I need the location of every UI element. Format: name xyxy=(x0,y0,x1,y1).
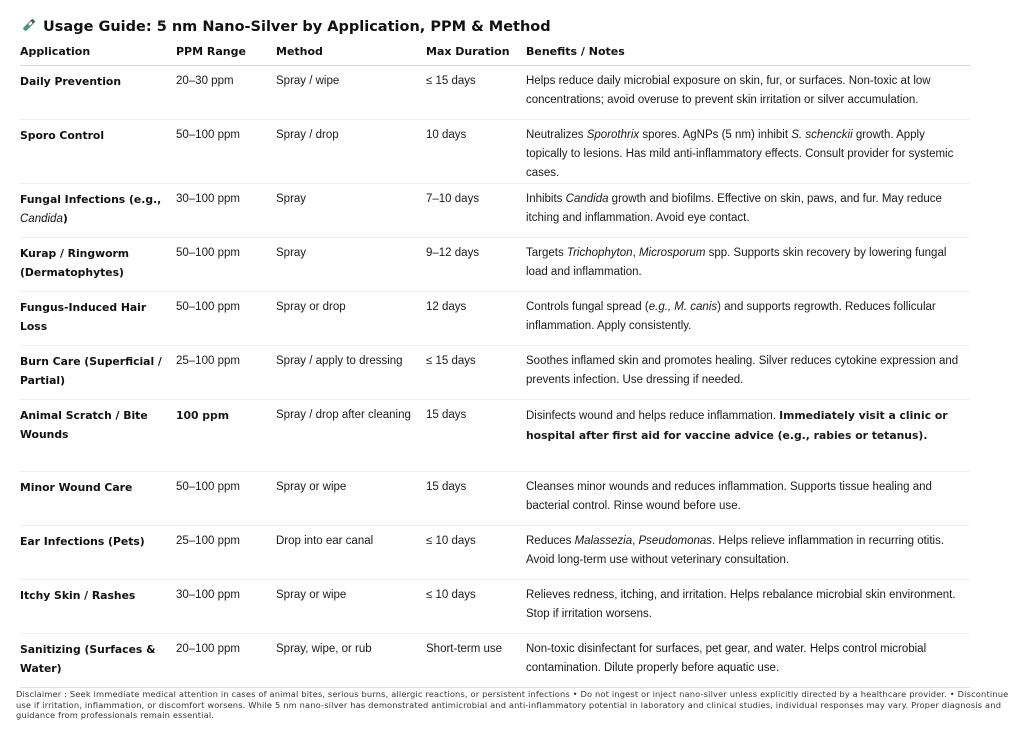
application-cell xyxy=(20,526,176,580)
warning-text: Immediately visit a clinic or hospital after first aid for vaccine advice (e.g., rabies or tetanus). xyxy=(526,409,948,442)
table-row xyxy=(20,400,970,472)
method-cell: Spray, wipe, or rub xyxy=(276,634,426,688)
benefits-notes-cell xyxy=(526,184,970,238)
note-text: Targets xyxy=(526,247,567,259)
benefits-notes-cell xyxy=(526,66,970,120)
species-name: S. schenckii xyxy=(791,129,853,141)
benefits-notes-cell xyxy=(526,346,970,400)
application-name: Fungal Infections (e.g., xyxy=(20,193,162,206)
ppm-range-cell: 50–100 ppm xyxy=(176,472,276,526)
application-cell xyxy=(20,346,176,400)
page-title xyxy=(20,16,551,38)
usage-guide-table xyxy=(20,41,970,688)
ppm-range-cell: 30–100 ppm xyxy=(176,580,276,634)
application-cell xyxy=(20,238,176,292)
ppm-range-cell: 50–100 ppm xyxy=(176,238,276,292)
max-duration-cell: ≤ 15 days xyxy=(426,66,526,120)
note-text: spores. AgNPs (5 nm) inhibit xyxy=(639,129,792,141)
note-text: Soothes inflamed skin and promotes healing. Silver reduces cytokine expression and prevents infection. Use dressing if needed. xyxy=(526,355,959,386)
table-row xyxy=(20,580,970,634)
application-cell xyxy=(20,580,176,634)
ppm-range-cell: 20–30 ppm xyxy=(176,66,276,120)
species-name: Candida xyxy=(565,193,609,205)
table-header-row xyxy=(20,41,970,66)
table-row xyxy=(20,238,970,292)
note-text: . Helps relieve inflammation in recurring otitis. Avoid long-term use without veterinary consultation. xyxy=(526,535,945,566)
application-name: Sporo Control xyxy=(20,129,105,142)
test-tube-icon xyxy=(20,17,37,38)
method-cell: Spray or wipe xyxy=(276,580,426,634)
table-row xyxy=(20,66,970,120)
species-name: Malassezia xyxy=(574,535,633,547)
table-row xyxy=(20,184,970,238)
method-cell: Spray / wipe xyxy=(276,66,426,120)
method-cell: Spray or drop xyxy=(276,292,426,346)
ppm-range-cell: 20–100 ppm xyxy=(176,634,276,688)
max-duration-cell: 15 days xyxy=(426,400,526,472)
table-row xyxy=(20,634,970,688)
benefits-notes-cell xyxy=(526,120,970,184)
method-cell: Drop into ear canal xyxy=(276,526,426,580)
max-duration-cell: Short-term use xyxy=(426,634,526,688)
note-text: Helps reduce daily microbial exposure on skin, fur, or surfaces. Non-toxic at low concentrations; avoid overuse to prevent skin irritation or silver accumulation. xyxy=(526,75,931,106)
max-duration-cell: ≤ 10 days xyxy=(426,580,526,634)
note-text: Disinfects wound and helps reduce inflammation. xyxy=(526,410,780,422)
ppm-range-cell: 30–100 ppm xyxy=(176,184,276,238)
disclaimer-text: Disclaimer : Seek immediate medical attention in cases of animal bites, serious burns, allergic reactions, or persistent infections • Do not ingest or inject nano-silver unless explicitly directed by a healthcare provider. • Discontinue use if irritation, inflammation, or discomfort worsens. While 5 nm nano-silver has demonstrated antimicrobial and anti-inflammatory potential in laboratory and clinical studies, individual responses may vary. Proper diagnosis and guidance from professionals remain essential. xyxy=(16,689,1009,720)
column-header-ppm-range: PPM Range xyxy=(176,41,276,66)
benefits-notes-cell xyxy=(526,238,970,292)
species-name: Microsporum xyxy=(638,247,706,259)
application-name: Itchy Skin / Rashes xyxy=(20,589,136,602)
application-name-suffix: ) xyxy=(62,212,68,225)
species-name: Pseudomonas xyxy=(638,535,713,547)
application-name: Fungus-Induced Hair Loss xyxy=(20,301,147,333)
table-row xyxy=(20,472,970,526)
column-header-application: Application xyxy=(20,41,176,66)
max-duration-cell: 7–10 days xyxy=(426,184,526,238)
max-duration-cell: 9–12 days xyxy=(426,238,526,292)
application-name: Sanitizing (Surfaces & Water) xyxy=(20,643,156,675)
note-text: , xyxy=(632,247,639,259)
benefits-notes-cell xyxy=(526,526,970,580)
application-name: Animal Scratch / Bite Wounds xyxy=(20,409,148,441)
species-name: Sporothrix xyxy=(586,129,640,141)
application-name: Burn Care (Superficial / Partial) xyxy=(20,355,162,387)
note-text: spp. Supports skin recovery by lowering fungal load and inflammation. xyxy=(526,247,947,278)
table-row xyxy=(20,292,970,346)
method-cell: Spray / apply to dressing xyxy=(276,346,426,400)
title-text: Usage Guide: 5 nm Nano-Silver by Application, PPM & Method xyxy=(43,19,551,35)
table-row xyxy=(20,120,970,184)
max-duration-cell: 10 days xyxy=(426,120,526,184)
benefits-notes-cell xyxy=(526,292,970,346)
column-header-benefits-notes: Benefits / Notes xyxy=(526,41,970,66)
method-cell: Spray xyxy=(276,184,426,238)
application-cell xyxy=(20,184,176,238)
column-header-max-duration: Max Duration xyxy=(426,41,526,66)
application-name: Kurap / Ringworm (Dermatophytes) xyxy=(20,247,130,279)
table-row xyxy=(20,346,970,400)
note-text: Inhibits xyxy=(526,193,566,205)
method-cell: Spray or wipe xyxy=(276,472,426,526)
method-cell: Spray / drop xyxy=(276,120,426,184)
species-name: e.g., M. canis xyxy=(648,301,718,313)
benefits-notes-cell xyxy=(526,634,970,688)
note-text: Non-toxic disinfectant for surfaces, pet gear, and water. Helps control microbial contamination. Dilute properly before aquatic use. xyxy=(526,643,927,674)
application-name: Ear Infections (Pets) xyxy=(20,535,145,548)
note-text: ) and supports regrowth. Reduces follicular inflammation. Apply consistently. xyxy=(526,301,936,332)
application-name: Minor Wound Care xyxy=(20,481,133,494)
note-text: Reduces xyxy=(526,535,575,547)
note-text: Neutralizes xyxy=(526,129,587,141)
max-duration-cell: 12 days xyxy=(426,292,526,346)
application-name-italic: Candida xyxy=(20,213,63,225)
note-text: growth. Apply topically to lesions. Has mild anti-inflammatory effects. Consult provider for systemic cases. xyxy=(526,129,954,179)
benefits-notes-cell xyxy=(526,472,970,526)
ppm-range-cell: 25–100 ppm xyxy=(176,346,276,400)
species-name: Trichophyton xyxy=(566,247,633,259)
application-cell xyxy=(20,66,176,120)
application-cell xyxy=(20,472,176,526)
ppm-range-cell: 50–100 ppm xyxy=(176,292,276,346)
benefits-notes-cell xyxy=(526,400,970,472)
max-duration-cell: ≤ 10 days xyxy=(426,526,526,580)
application-cell xyxy=(20,292,176,346)
note-text: Relieves redness, itching, and irritation. Helps rebalance microbial skin environment. Stop if irritation worsens. xyxy=(526,589,956,620)
ppm-range-cell: 100 ppm xyxy=(176,400,276,472)
method-cell: Spray / drop after cleaning xyxy=(276,400,426,472)
application-cell xyxy=(20,120,176,184)
ppm-range-cell: 50–100 ppm xyxy=(176,120,276,184)
method-cell: Spray xyxy=(276,238,426,292)
note-text: growth and biofilms. Effective on skin, paws, and fur. May reduce itching and inflammation. Avoid eye contact. xyxy=(526,193,942,224)
application-cell xyxy=(20,634,176,688)
ppm-range-cell: 25–100 ppm xyxy=(176,526,276,580)
max-duration-cell: ≤ 15 days xyxy=(426,346,526,400)
max-duration-cell: 15 days xyxy=(426,472,526,526)
note-text: , xyxy=(632,535,639,547)
note-text: Controls fungal spread ( xyxy=(526,301,649,313)
table-row xyxy=(20,526,970,580)
application-cell xyxy=(20,400,176,472)
benefits-notes-cell xyxy=(526,580,970,634)
note-text: Cleanses minor wounds and reduces inflammation. Supports tissue healing and bacterial control. Rinse wound before use. xyxy=(526,481,932,512)
column-header-method: Method xyxy=(276,41,426,66)
application-name: Daily Prevention xyxy=(20,75,122,88)
